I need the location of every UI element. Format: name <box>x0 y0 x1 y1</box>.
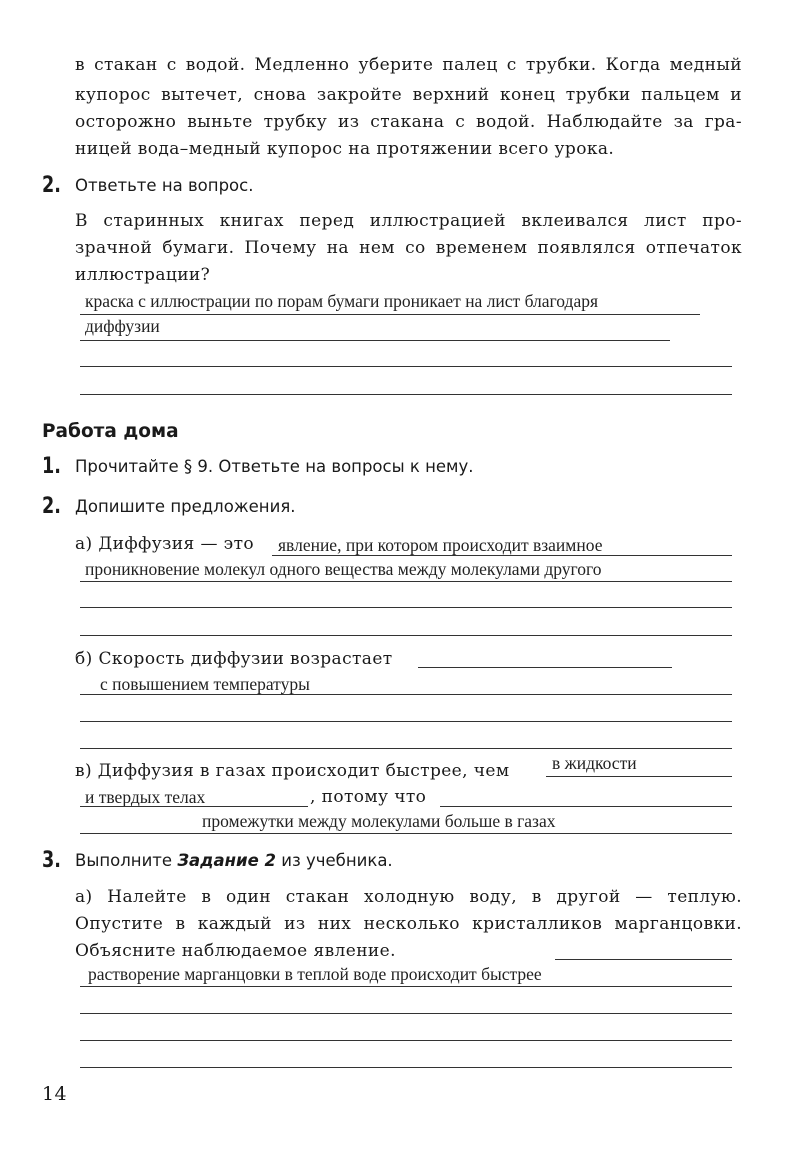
intro-line-4: ницей вода–медный купорос на протяжении всего урока. <box>75 139 615 159</box>
home-item3-text <box>75 853 393 870</box>
home-item2-text: Допишите предложения. <box>75 497 296 516</box>
answer-rule <box>80 694 732 695</box>
intro-line-1: в стакан с водой. Медленно уберите палец с трубки. Когда медный <box>75 55 742 75</box>
item2a-answer-line-1: явление, при котором происходит взаимное <box>278 535 603 555</box>
item2b-prompt: б) Скорость диффузии возрастает <box>75 649 393 669</box>
answer-rule <box>80 1040 732 1041</box>
answer-rule <box>272 555 732 556</box>
task2-answer-line-2: диффузии <box>85 316 160 336</box>
task2-question-line-3: иллюстрации? <box>75 265 211 285</box>
answer-rule <box>418 667 672 668</box>
task2-question-line-2: зрачной бумаги. Почему на нем со временем появлялся отпечаток <box>75 238 742 258</box>
home-item3-number: 3. <box>42 848 61 873</box>
page-number: 14 <box>42 1083 67 1105</box>
item3-emphasis: Задание 2 <box>177 851 277 870</box>
answer-rule <box>80 748 732 749</box>
home-item1-text: Прочитайте § 9. Ответьте на вопросы к нему. <box>75 457 474 476</box>
answer-rule <box>80 581 732 582</box>
answer-rule <box>80 1067 732 1068</box>
answer-rule <box>80 833 732 834</box>
item2a-prompt: а) Диффузия — это <box>75 534 255 554</box>
item3-line-1: а) Налейте в один стакан холодную воду, в другой — теплую. <box>75 887 742 907</box>
item2v-mid-text: , потому что <box>310 787 427 807</box>
item2b-answer: с повышением температуры <box>100 674 310 694</box>
home-heading: Работа дома <box>42 421 179 442</box>
answer-rule <box>80 1013 732 1014</box>
home-item1-number: 1. <box>42 454 61 479</box>
answer-rule <box>80 314 700 315</box>
answer-rule <box>555 959 732 960</box>
item2a-answer-line-2: проникновение молекул одного вещества между молекулами другого <box>85 559 602 579</box>
intro-line-3: осторожно выньте трубку из стакана с водой. Наблюдайте за гра- <box>75 112 742 132</box>
answer-rule <box>440 806 732 807</box>
answer-rule <box>80 366 732 367</box>
answer-rule <box>80 607 732 608</box>
item2v-answer-1: в жидкости <box>552 753 637 773</box>
item3-line-3: Объясните наблюдаемое явление. <box>75 941 396 961</box>
item3-answer: растворение марганцовки в теплой воде происходит быстрее <box>88 964 542 984</box>
item3-line-2: Опустите в каждый из них несколько кристалликов марганцовки. <box>75 914 742 934</box>
item2v-answer-3: промежутки между молекулами больше в газах <box>202 811 556 831</box>
answer-rule <box>80 340 670 341</box>
item3-pre: Выполните <box>75 851 173 870</box>
intro-line-2: купорос вытечет, снова закройте верхний конец трубки пальцем и <box>75 85 742 105</box>
item3-post: из учебника. <box>281 851 393 870</box>
answer-rule <box>80 394 732 395</box>
answer-rule <box>80 635 732 636</box>
answer-rule <box>80 721 732 722</box>
task2-question-line-1: В старинных книгах перед иллюстрацией вклеивался лист про- <box>75 211 742 231</box>
answer-rule <box>80 806 308 807</box>
task2-number: 2. <box>42 173 61 198</box>
item2v-answer-2: и твердых телах <box>85 787 206 807</box>
task2-answer-line-1: краска с иллюстрации по порам бумаги проникает на лист благодаря <box>85 291 599 311</box>
answer-rule <box>546 776 732 777</box>
home-item2-number: 2. <box>42 494 61 519</box>
answer-rule <box>80 986 732 987</box>
item2v-prompt: в) Диффузия в газах происходит быстрее, чем <box>75 761 510 781</box>
task2-title: Ответьте на вопрос. <box>75 176 254 195</box>
